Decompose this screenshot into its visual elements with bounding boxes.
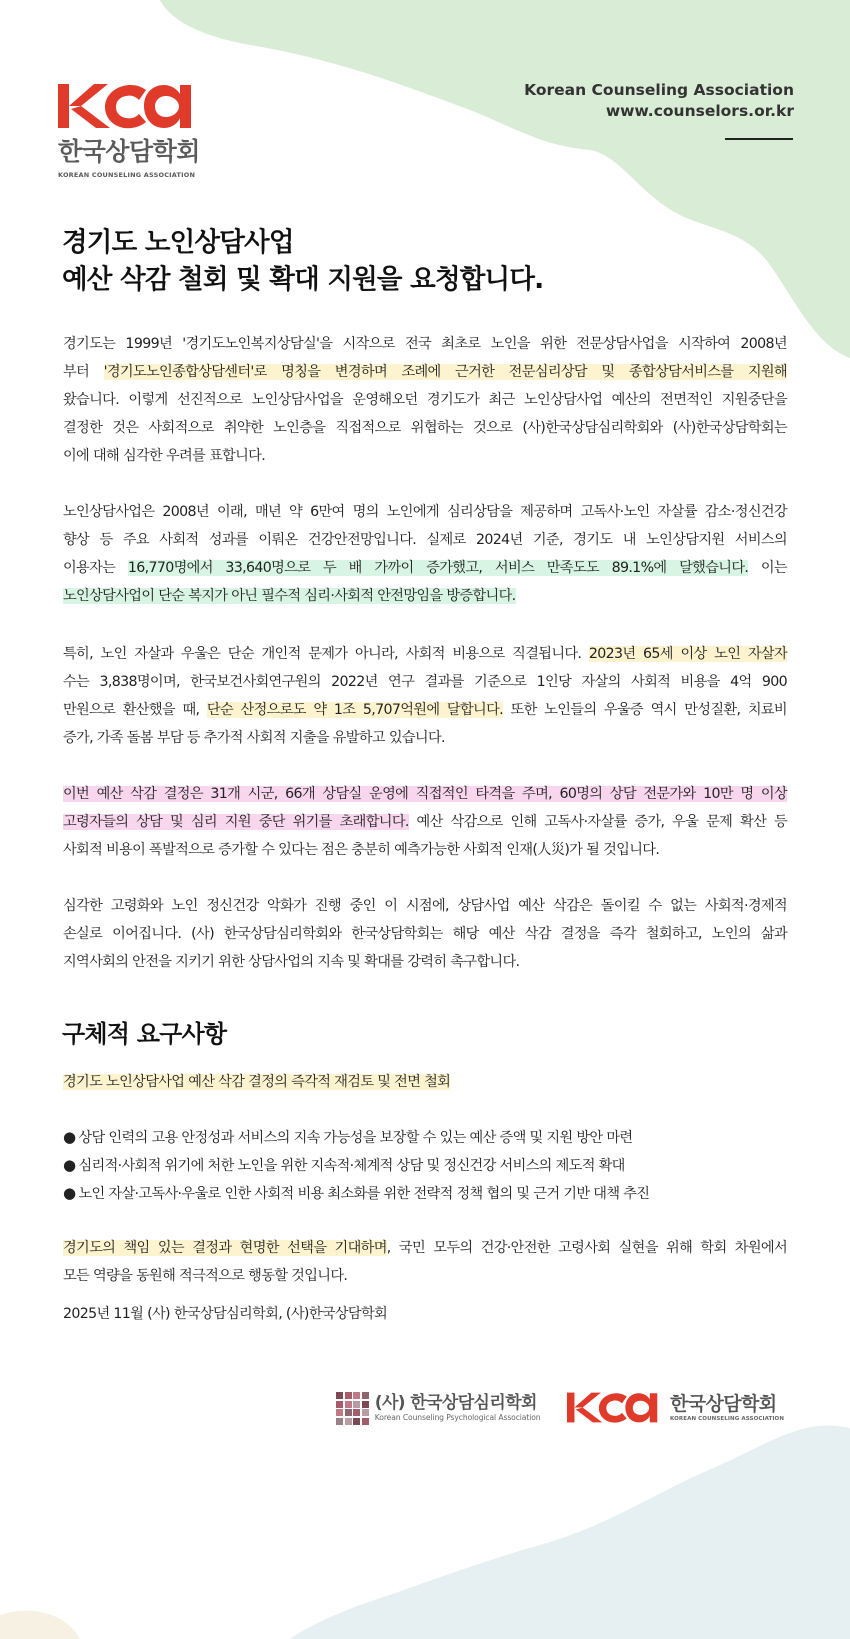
mosaic-cell xyxy=(345,1392,352,1399)
demands-title: 구체적 요구사항 xyxy=(62,1020,227,1048)
highlight: 단순 산정으로도 약 1조 5,707억원에 달합니다. xyxy=(206,702,504,718)
kca-logo xyxy=(58,82,208,179)
page-title xyxy=(62,224,543,298)
text-line: 지역사회의 안전을 지키기 위한 상담사업의 지속 및 확대를 강력히 촉구합니다. xyxy=(63,954,520,970)
mosaic-cell xyxy=(353,1401,360,1408)
text-line: 노인상담사업은 2008년 이래, 매년 약 6만여 명의 노인에게 심리상담을 제공하며 고독사·노인 자살률 감소·정신건강 xyxy=(63,504,787,520)
text-line: 부터 '경기도노인종합상담센터'로 명칭을 변경하며 조례에 근거한 전문심리상담 및 종합상담서비스를 지원해 xyxy=(63,364,787,380)
text-line: 증가, 가족 돌봄 부담 등 추가적 사회적 지출을 유발하고 있습니다. xyxy=(63,730,445,746)
bullet-icon: ● xyxy=(63,1128,76,1146)
highlight: 노인상담사업이 단순 복지가 아닌 필수적 심리·사회적 안전망임을 방증합니다. xyxy=(63,588,516,604)
mosaic-cell xyxy=(362,1401,369,1408)
text-line: 향상 등 주요 사회적 성과를 이뤄온 건강안전망입니다. 실제로 2024년 기준, 경기도 내 노인상담지원 서비스의 xyxy=(63,532,787,548)
mosaic-cell xyxy=(353,1392,360,1399)
signature-date: 2025년 11월 (사) 한국상담심리학회, (사)한국상담학회 xyxy=(63,1306,388,1322)
org-contact xyxy=(524,80,794,122)
text-line: 만원으로 환산했을 때, 단순 산정으로도 약 1조 5,707억원에 달합니다. 또한 노인들의 우울증 역시 만성질환, 치료비 xyxy=(63,702,787,718)
logo-name-en: KOREAN COUNSELING ASSOCIATION xyxy=(58,171,196,179)
text-line: 심각한 고령화와 노인 정신건강 악화가 진행 중인 이 시점에, 상담사업 예산 삭감은 돌이킬 수 없는 사회적·경제적 xyxy=(63,898,787,914)
bullet-icon: ● xyxy=(63,1184,76,1202)
text-line: 모든 역량을 동원해 적극적으로 행동할 것입니다. xyxy=(63,1268,348,1284)
demand-list xyxy=(63,1123,649,1207)
mosaic-cell xyxy=(336,1418,343,1425)
paragraph-impact xyxy=(63,780,787,864)
mosaic-cell xyxy=(345,1418,352,1425)
mosaic-cell xyxy=(336,1392,343,1399)
text-line: 사회적 비용이 폭발적으로 증가할 수 있다는 점은 충분히 예측가능한 사회적 인재(人災)가 될 것입니다. xyxy=(63,842,660,858)
kca-footer-name-ko: 한국상담학회 xyxy=(670,1392,777,1415)
text-line: 고령자들의 상담 및 심리 지원 중단 위기를 초래합니다. 예산 삭감으로 인해 고독사·자살률 증가, 우울 문제 확산 등 xyxy=(63,814,787,830)
highlight: 경기도 노인상담사업 예산 삭감 결정의 즉각적 재검토 및 전면 철회 xyxy=(63,1074,451,1090)
list-item: ● 상담 인력의 고용 안정성과 서비스의 지속 가능성을 보장할 수 있는 예산 증액 및 지원 방안 마련 xyxy=(63,1128,633,1146)
paragraph-appeal xyxy=(63,892,787,976)
highlight: 2023년 65세 이상 노인 자살자 xyxy=(588,646,788,662)
mosaic-cell xyxy=(336,1401,343,1408)
highlight: 고령자들의 상담 및 심리 지원 중단 위기를 초래합니다. xyxy=(63,814,409,830)
paragraph-social-cost xyxy=(63,640,787,752)
kcpa-mosaic-icon xyxy=(336,1392,369,1425)
mosaic-cell xyxy=(353,1409,360,1416)
kca-footer-logo xyxy=(567,1391,784,1424)
text-line: 수는 3,838명이며, 한국보건사회연구원의 2022년 연구 결과를 기준으로 1인당 자살의 사회적 비용을 4억 900 xyxy=(63,674,787,690)
header-divider xyxy=(725,138,793,140)
kca-footer-mark-icon xyxy=(567,1391,662,1424)
highlight: 이번 예산 삭감 결정은 31개 시군, 66개 상담실 운영에 직접적인 타격을 주며, 60명의 상담 전문가와 10만 명 이상 xyxy=(63,786,787,802)
paragraph-closing xyxy=(63,1234,787,1290)
mosaic-cell xyxy=(345,1401,352,1408)
highlight: 16,770명에서 33,640명으로 두 배 가까이 증가했고, 서비스 만족도도 89.1%에 달했습니다. xyxy=(127,560,749,576)
paragraph-history xyxy=(63,330,787,470)
bullet-icon: ● xyxy=(63,1156,76,1174)
kcpa-logo xyxy=(336,1392,541,1425)
paragraph-outcomes xyxy=(63,498,787,610)
title-line-2: 예산 삭감 철회 및 확대 지원을 요청합니다. xyxy=(62,264,544,295)
text-line xyxy=(63,780,787,808)
text-line: 특히, 노인 자살과 우울은 단순 개인적 문제가 아니라, 사회적 비용으로 직결됩니다. 2023년 65세 이상 노인 자살자 xyxy=(63,646,788,662)
logo-name-ko: 한국상담학회 xyxy=(58,137,200,166)
mosaic-cell xyxy=(362,1418,369,1425)
kcpa-name-en: Korean Counseling Psychological Association xyxy=(374,1413,541,1423)
org-url[interactable]: www.counselors.or.kr xyxy=(605,102,794,120)
kca-footer-name-en: KOREAN COUNSELING ASSOCIATION xyxy=(670,1415,785,1422)
mosaic-cell xyxy=(345,1409,352,1416)
demand-main xyxy=(63,1068,450,1096)
org-name: Korean Counseling Association xyxy=(524,81,794,99)
list-item: ● 심리적·사회적 위기에 처한 노인을 위한 지속적·체계적 상담 및 정신건강 서비스의 제도적 확대 xyxy=(63,1156,625,1174)
text-line: 손실로 이어집니다. (사) 한국상담심리학회와 한국상담학회는 해당 예산 삭감 결정을 즉각 철회하고, 노인의 삶과 xyxy=(63,926,787,942)
text-line: 결정한 것은 사회적으로 취약한 노인층을 직접적으로 위협하는 것으로 (사)한국상담심리학회와 (사)한국상담학회는 xyxy=(63,420,787,436)
kcpa-name-ko: (사) 한국상담심리학회 xyxy=(374,1393,537,1414)
text-line: 왔습니다. 이렇게 선진적으로 노인상담사업을 운영해오던 경기도가 최근 노인상담사업 예산의 전면적인 지원중단을 xyxy=(63,392,787,408)
kca-logo-mark-icon xyxy=(58,82,198,130)
text-line: 이에 대해 심각한 우려를 표합니다. xyxy=(63,448,266,464)
mosaic-cell xyxy=(336,1409,343,1416)
text-line: 경기도는 1999년 '경기도노인복지상담실'을 시작으로 전국 최초로 노인을 위한 전문상담사업을 시작하여 2008년 xyxy=(63,336,787,352)
mosaic-cell xyxy=(362,1392,369,1399)
mosaic-cell xyxy=(353,1418,360,1425)
highlight: '경기도노인종합상담센터'로 명칭을 변경하며 조례에 근거한 전문심리상담 및 종합상담서비스를 지원해 xyxy=(103,364,787,380)
list-item: ● 노인 자살·고독사·우울로 인한 사회적 비용 최소화를 위한 전략적 정책 협의 및 근거 기반 대책 추진 xyxy=(63,1184,650,1202)
text-line xyxy=(63,582,787,610)
highlight: 경기도의 책임 있는 결정과 현명한 선택을 기대하며 xyxy=(63,1240,387,1256)
title-line-1: 경기도 노인상담사업 xyxy=(62,227,294,258)
mosaic-cell xyxy=(362,1409,369,1416)
text-line: 경기도의 책임 있는 결정과 현명한 선택을 기대하며, 국민 모두의 건강·안전한 고령사회 실현을 위해 학회 차원에서 xyxy=(63,1240,787,1256)
text-line: 이용자는 16,770명에서 33,640명으로 두 배 가까이 증가했고, 서비스 만족도도 89.1%에 달했습니다. 이는 xyxy=(63,560,787,576)
